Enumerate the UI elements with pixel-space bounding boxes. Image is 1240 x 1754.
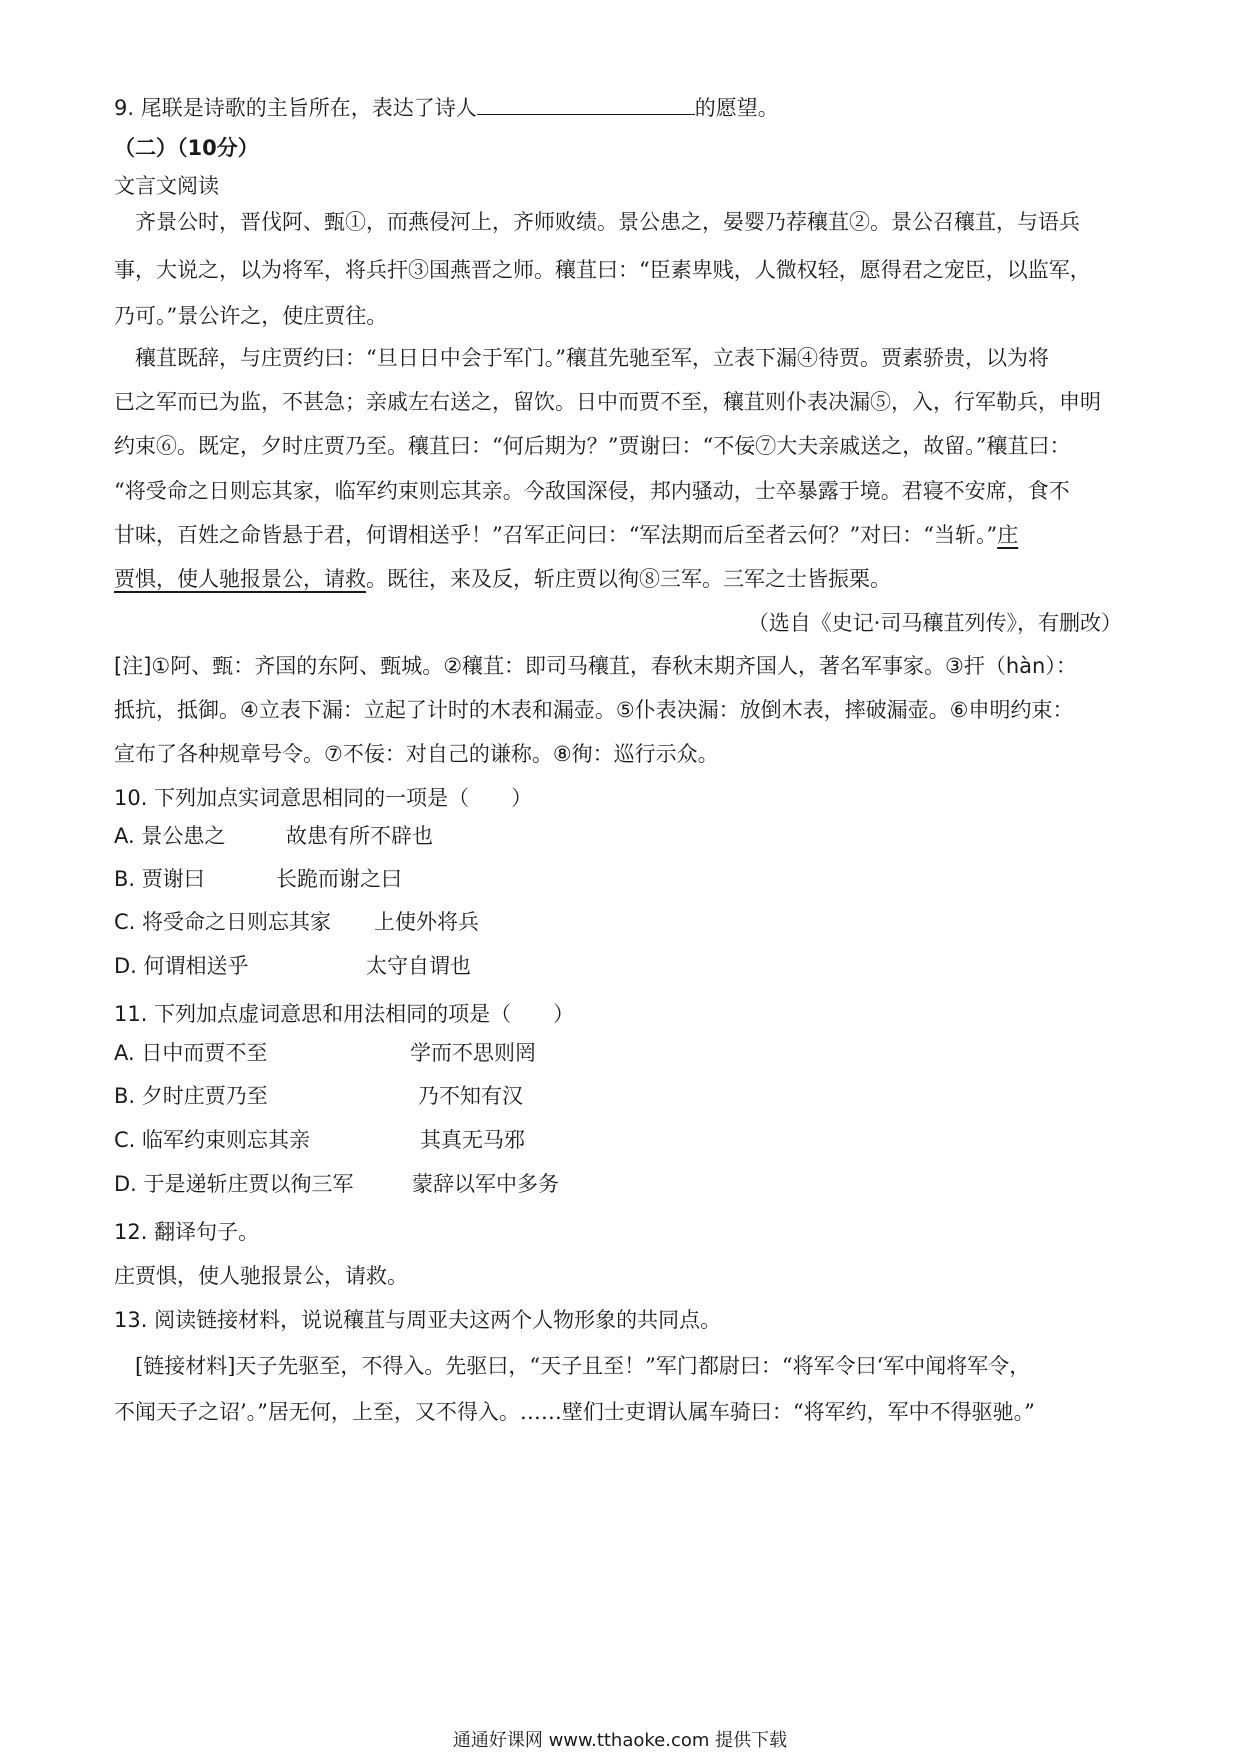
q11-option-b[interactable] [114, 1082, 268, 1110]
passage-line [114, 521, 1018, 549]
question-10-stem: 10. 下列加点实词意思相同的一项是（ ） [114, 786, 533, 810]
page-footer: 通通好课网 www.tthaoke.com 提供下载 [452, 1730, 788, 1751]
q10-option-d-right: 太守自谓也 [366, 954, 471, 978]
option-left: A. 景公患之 [114, 824, 226, 848]
option-left: D. 何谓相送乎 [114, 954, 249, 978]
notes-line: 抵抗，抵御。④立表下漏：立起了计时的木表和漏壶。⑤仆表决漏：放倒木表，摔破漏壶。⑥申明约束： [114, 698, 1074, 722]
option-left: C. 临军约束则忘其亲 [114, 1128, 311, 1152]
passage-line: “将受命之日则忘其家，临军约束则忘其亲。今敌国深侵，邦内骚动，士卒暴露于境。君寝不安席，食不 [114, 479, 1070, 503]
q10-option-d[interactable] [114, 952, 249, 980]
question-12-stem: 12. 翻译句子。 [114, 1220, 260, 1244]
passage-line: 乃可。”景公许之，使庄贾往。 [114, 304, 388, 328]
q11-option-d[interactable] [114, 1170, 354, 1198]
q10-option-c-right: 上使外将兵 [374, 910, 479, 934]
option-left: B. 夕时庄贾乃至 [114, 1084, 268, 1108]
notes-line: [注]①阿、甄：齐国的东阿、甄城。②穰苴：即司马穰苴，春秋末期齐国人，著名军事家。③扞（hàn）： [114, 654, 1077, 678]
passage-text: 甘味，百姓之命皆悬于君，何谓相送乎！”召军正问曰：“军法期而后至者云何？”对曰：“当斩。” [114, 523, 998, 547]
underlined-text: 庄 [997, 523, 1019, 547]
q10-option-a-right: 故患有所不辟也 [286, 824, 433, 848]
passage-source: （选自《史记·司马穰苴列传》，有删改） [747, 611, 1122, 635]
passage-line: 穰苴既辞，与庄贾约曰：“旦日日中会于军门。”穰苴先驰至军，立表下漏④待贾。贾素骄贵，以为将 [114, 346, 1049, 370]
linked-material-line: 不闻天子之诏’。”居无何，上至，又不得入。……壁们士吏谓认属车骑曰：“将军约，军中不得驱驰。” [114, 1400, 1035, 1424]
question-12-sentence: 庄贾惧，使人驰报景公，请救。 [114, 1264, 408, 1288]
notes-line: 宣布了各种规章号令。⑦不佞：对自己的谦称。⑧徇：巡行示众。 [114, 742, 719, 766]
q9-text-before: 9. 尾联是诗歌的主旨所在，表达了诗人 [114, 96, 477, 120]
passage-line [114, 565, 891, 593]
section-2-subtitle: 文言文阅读 [114, 174, 219, 198]
q11-option-c-right: 其真无马邪 [420, 1128, 525, 1152]
q11-option-a-right: 学而不思则罔 [410, 1041, 536, 1065]
passage-line: 已之军而已为监，不甚急；亲戚左右送之，留饮。日中而贾不至，穰苴则仆表决漏⑤，入，行军勒兵，申明 [114, 390, 1101, 414]
q11-option-d-right: 蒙辞以军中多务 [412, 1172, 559, 1196]
q11-option-b-right: 乃不知有汉 [418, 1084, 523, 1108]
q9-text-after: 的愿望。 [694, 96, 779, 120]
linked-material-line: [链接材料]天子先驱至，不得入。先驱曰，“天子且至！”军门都尉曰：“将军令曰‘军中闻将军令， [114, 1354, 1031, 1378]
passage-line: 约束⑥。既定，夕时庄贾乃至。穰苴曰：“何后期为？”贾谢曰：“不佞⑦大夫亲戚送之，故留。”穰苴曰： [114, 434, 1071, 458]
option-left: C. 将受命之日则忘其家 [114, 910, 332, 934]
passage-line: 齐景公时，晋伐阿、甄①，而燕侵河上，齐师败绩。景公患之，晏婴乃荐穰苴②。景公召穰苴，与语兵 [114, 210, 1080, 234]
q9-answer-blank[interactable] [477, 94, 695, 115]
option-left: D. 于是递斩庄贾以徇三军 [114, 1172, 354, 1196]
passage-text: 。既往，来及反，斩庄贾以徇⑧三军。三军之士皆振栗。 [366, 567, 891, 591]
underlined-text: 贾惧，使人驰报景公，请救 [114, 567, 366, 591]
q11-option-a[interactable] [114, 1039, 267, 1067]
section-2-title: （二）（10分） [114, 136, 259, 160]
option-left: A. 日中而贾不至 [114, 1041, 268, 1065]
question-13-stem: 13. 阅读链接材料，说说穰苴与周亚夫这两个人物形象的共同点。 [114, 1308, 722, 1332]
q10-option-b-right: 长跪而谢之曰 [276, 867, 402, 891]
q11-option-c[interactable] [114, 1126, 310, 1154]
q10-option-c[interactable] [114, 908, 331, 936]
option-left: B. 贾谢曰 [114, 867, 205, 891]
question-9 [114, 94, 779, 122]
passage-line: 事，大说之，以为将军，将兵扞③国燕晋之师。穰苴曰：“臣素卑贱，人微权轻，愿得君之宠臣，以监军， [114, 258, 1091, 282]
question-11-stem: 11. 下列加点虚词意思和用法相同的项是（ ） [114, 1002, 575, 1026]
q10-option-a[interactable] [114, 822, 225, 850]
q10-option-b[interactable] [114, 865, 205, 893]
